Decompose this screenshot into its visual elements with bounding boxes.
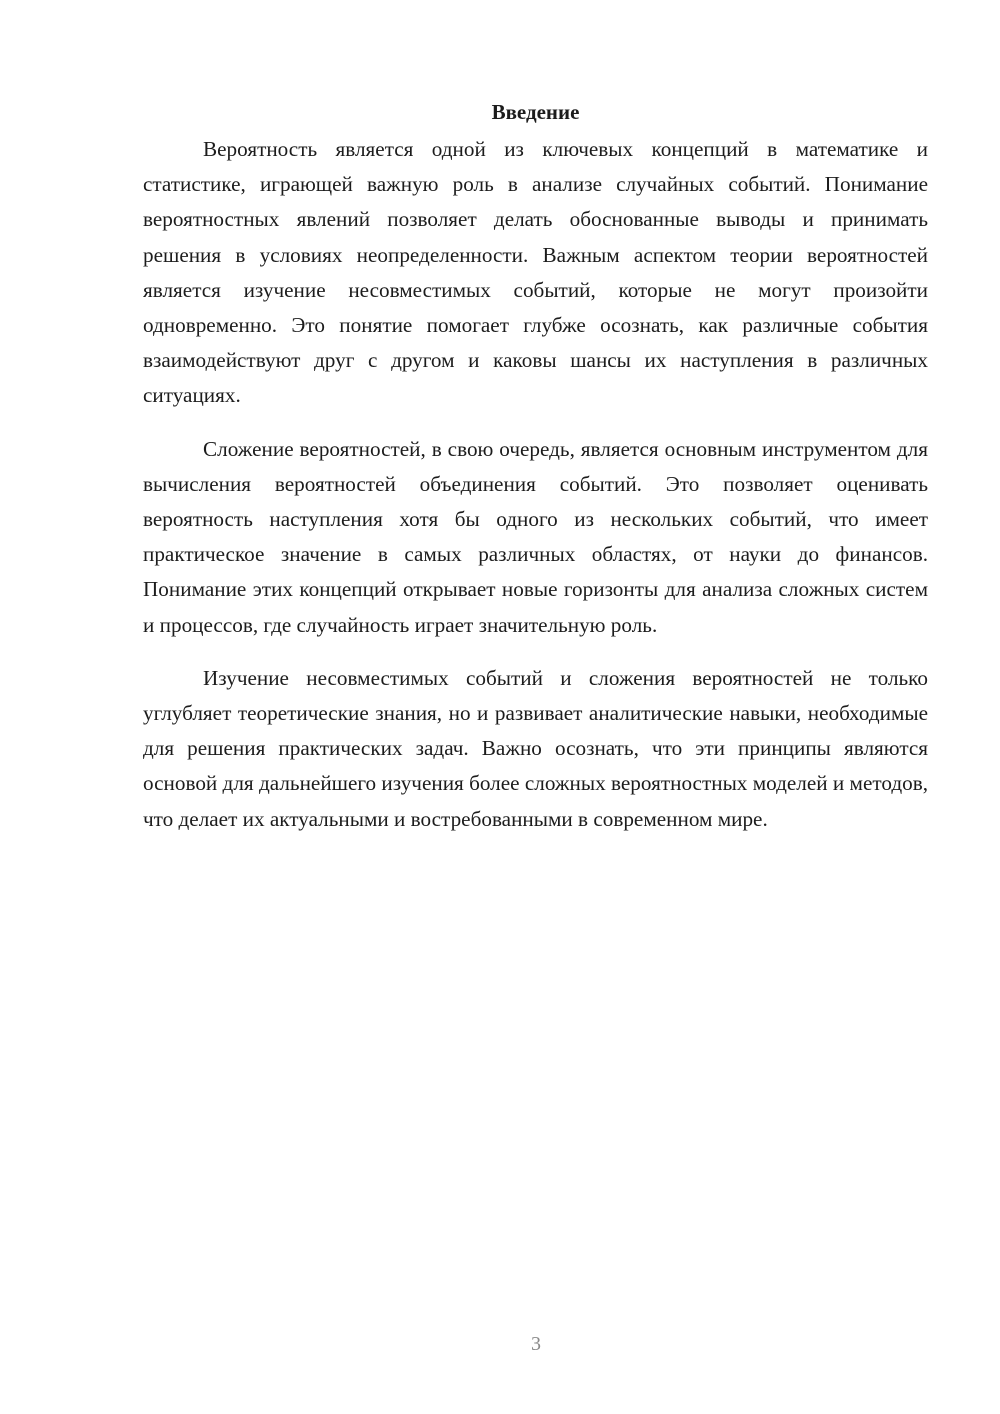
section-title: Введение [491,100,580,124]
page-number: 3 [531,1333,541,1355]
paragraph-2: Сложение вероятностей, в свою очередь, является основным инструментом для вычисления вероятностей объединения событий. Это позволяет оценивать вероятность наступления хотя бы одного из нескольких событий, что имеет практическое значение в самых различных областях, от науки до финансов. Понимание этих концепций открывает новые горизонты для анализа сложных систем и процессов, где случайность играет значительную роль. [143,436,928,637]
paragraph-1: Вероятность является одной из ключевых концепций в математике и статистике, играющей важную роль в анализе случайных событий. Понимание вероятностных явлений позволяет делать обоснованные выводы и принимать решения в условиях неопределенности. Важным аспектом теории вероятностей является изучение несовместимых событий, которые не могут произойти одновременно. Это понятие помогает глубже осознать, как различные события взаимодействуют друг с другом и каковы шансы их наступления в различных ситуациях. [143,137,928,408]
paragraph-3: Изучение несовместимых событий и сложения вероятностей не только углубляет теоретические знания, но и развивает аналитические навыки, необходимые для решения практических задач. Важно осознать, что эти принципы являются основой для дальнейшего изучения более сложных вероятностных моделей и методов, что делает их актуальными и востребованными в современном мире. [143,665,928,831]
page-content [143,96,928,855]
